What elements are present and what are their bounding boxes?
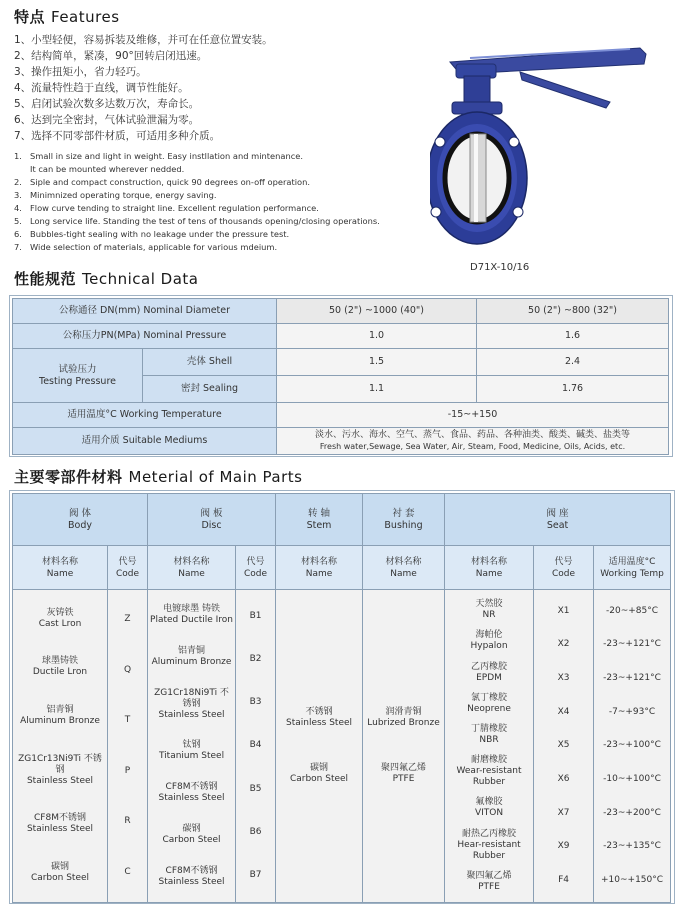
seat-material-en: PTFE (478, 881, 500, 892)
body-material-cn: CF8M不锈钢 (34, 813, 86, 824)
stem-material-en: Stainless Steel (285, 718, 353, 728)
group-seat-en: Seat (546, 519, 569, 531)
disc-material-cn: 碳钢 (182, 823, 201, 834)
disc-material-cn: ZG1Cr18Ni9Ti 不锈钢 (154, 687, 229, 709)
disc-material (150, 740, 233, 762)
sub-header-row (13, 546, 671, 590)
disc-material-en: Stainless Steel (158, 709, 225, 720)
disc-material-en: Plated Ductile Iron (150, 615, 233, 626)
disc-name-header (148, 546, 236, 590)
disc-material-en: Stainless Steel (158, 876, 225, 887)
body-material (15, 705, 105, 727)
disc-code-cn: 代号 (246, 556, 265, 567)
feature-en-num: 1. (14, 151, 22, 161)
seat-material-en: EPDM (476, 672, 502, 683)
nominal-diameter-v1: 50 (2") ~1000 (40") (277, 299, 477, 324)
body-code: T (124, 715, 131, 726)
feature-cn-item: 1、小型轻便，容易拆装及维修，并可在任意位置安装。 (14, 34, 273, 46)
seat-code-header (534, 546, 594, 590)
disc-code: B7 (249, 870, 262, 881)
seat-material-en: Neoprene (467, 703, 511, 714)
disc-code: B4 (249, 740, 262, 751)
disc-code: B3 (249, 697, 262, 708)
disc-material (150, 646, 233, 668)
disc-material-en: Titanium Steel (158, 751, 225, 762)
body-names-cell (13, 590, 108, 903)
seat-code: X9 (557, 841, 570, 852)
body-material-cn: 碳钢 (50, 862, 69, 873)
body-codes-cell (108, 590, 148, 903)
feature-en-num: 4. (14, 203, 22, 213)
temperature-label: 适用温度°C Working Temperature (13, 403, 277, 428)
seat-code: F4 (558, 875, 569, 886)
disc-code: B6 (249, 827, 262, 838)
seat-temp: +10~+150°C (601, 875, 664, 886)
feature-en-num: 2. (14, 177, 22, 187)
group-stem (276, 494, 363, 546)
group-stem-en: Stem (306, 519, 332, 531)
group-bushing-en: Bushing (384, 519, 423, 531)
mediums-en: Fresh water,Sewage, Sea Water, Air, Steam, Food, Medicine, Oils, Acids, etc. (319, 442, 626, 451)
shell-v1: 1.5 (277, 349, 477, 376)
features-title (14, 6, 120, 27)
seat-code: X1 (557, 605, 570, 616)
seat-temp: -23~+100°C (603, 740, 661, 751)
feature-en-num: 5. (14, 216, 22, 226)
parts-title-cn: 主要零部件材料 (14, 468, 123, 486)
feature-en-text: Flow curve tending to straight line. Excellent regulation performance. (30, 203, 319, 213)
seat-material-cn: 海帕伦 (475, 630, 503, 641)
main-parts-table (12, 493, 671, 903)
seat-temp: -10~+100°C (603, 774, 661, 785)
parts-body-row (13, 590, 671, 903)
body-material-en: Stainless Steel (26, 775, 94, 786)
stem-material-en: Carbon Steel (289, 774, 349, 784)
body-material-en: Carbon Steel (30, 873, 90, 884)
seat-temps-cell (594, 590, 671, 903)
feature-en-text: Bubbles-tight sealing with no leakage under the pressure test. (30, 229, 290, 239)
body-material-en: Ductile Lron (32, 667, 88, 678)
body-material-en: Stainless Steel (26, 824, 94, 835)
shell-label: 壳体 Shell (143, 349, 277, 376)
seat-material-cn: 丁腈橡胶 (471, 723, 508, 734)
group-header-row (13, 494, 671, 546)
tech-title-cn: 性能规范 (14, 270, 77, 288)
seat-material-cn: 氟橡胶 (475, 797, 503, 808)
tech-title (14, 268, 198, 289)
disc-material-cn: 铝青铜 (178, 646, 206, 657)
seat-temp: -23~+200°C (603, 807, 661, 818)
seat-code-en: Code (551, 568, 576, 579)
bushing-name-header (363, 546, 445, 590)
seat-code: X7 (557, 807, 570, 818)
body-code: R (124, 816, 131, 827)
body-code-header (108, 546, 148, 590)
disc-material-cn: 钛钢 (182, 740, 201, 751)
nominal-diameter-label: 公称通径 DN(mm) Nominal Diameter (13, 299, 277, 324)
disc-material (150, 824, 233, 846)
mediums-cn: 淡水、污水、海水、空气、蒸气、食品、药品、各种油类、酸类、碱类、盐类等 (315, 430, 631, 440)
body-material (15, 608, 105, 630)
seat-material (447, 724, 531, 746)
feature-en-item (14, 150, 380, 163)
disc-name-cn: 材料名称 (173, 556, 210, 567)
group-bushing (363, 494, 445, 546)
bushing-material-cn: 润滑青铜 (385, 707, 422, 717)
body-code: P (124, 765, 131, 776)
seat-name-cn: 材料名称 (471, 556, 508, 567)
features-title-en: Features (51, 8, 120, 26)
feature-en-text: Small in size and light in weight. Easy instllation and mintenance. (30, 151, 304, 161)
group-disc-en: Disc (201, 519, 222, 531)
body-code-en: Code (115, 568, 140, 579)
bushing-material (365, 763, 442, 785)
seat-names-cell (445, 590, 534, 903)
parts-title-en: Meterial of Main Parts (128, 468, 303, 486)
seat-material (447, 797, 531, 819)
parts-title (14, 466, 303, 487)
seat-temp: -23~+121°C (603, 673, 661, 684)
disc-material-cn: CF8M不锈钢 (165, 865, 218, 876)
feature-en-item (14, 241, 380, 254)
seat-material-en: Wear-resistant Rubber (456, 766, 522, 788)
disc-material-en: Aluminum Bronze (151, 657, 232, 668)
row-nominal-pressure (13, 324, 669, 349)
group-disc (148, 494, 276, 546)
feature-en-text: Minimnized operating torque, energy saving. (30, 190, 217, 200)
seat-material-en: NBR (479, 734, 499, 745)
sealing-v2: 1.76 (477, 376, 669, 403)
feature-en-text: Long service life. Standing the test of tens of thousands opening/closing operations. (30, 216, 380, 226)
seat-code: X3 (557, 673, 570, 684)
body-material-en: Aluminum Bronze (20, 716, 100, 727)
seat-material-en: NR (482, 610, 496, 621)
body-material-cn: 灰铸铁 (46, 607, 74, 618)
testing-pressure-en: Testing Pressure (39, 375, 116, 387)
body-material (15, 754, 105, 787)
seat-codes-cell (534, 590, 594, 903)
disc-material-en: Stainless Steel (158, 793, 225, 804)
testing-pressure-cn: 试验压力 (58, 363, 97, 375)
disc-material (150, 782, 233, 804)
disc-code: B1 (249, 610, 262, 621)
body-material-cn: 铝青铜 (46, 705, 74, 716)
shell-v2: 2.4 (477, 349, 669, 376)
seat-code: X2 (557, 639, 570, 650)
disc-code-header (236, 546, 276, 590)
row-shell (13, 349, 669, 376)
body-code: Z (124, 614, 131, 625)
body-material-cn: ZG1Cr13Ni9Ti 不锈钢 (18, 753, 102, 775)
seat-material (447, 871, 531, 893)
disc-names-cell (148, 590, 236, 903)
feature-cn-item: 6、达到完全密封，气体试验泄漏为零。 (14, 114, 200, 126)
disc-material (150, 688, 233, 721)
technical-data-table (12, 298, 669, 455)
nominal-pressure-v1: 1.0 (277, 324, 477, 349)
seat-material (447, 630, 531, 652)
row-temperature (13, 403, 669, 428)
nominal-pressure-label: 公称压力PN(MPa) Nominal Pressure (13, 324, 277, 349)
bushing-cell (363, 590, 445, 903)
disc-material (150, 604, 233, 626)
seat-temp-header (594, 546, 671, 590)
seat-temp: -20~+85°C (606, 605, 659, 616)
features-title-cn: 特点 (14, 8, 46, 26)
body-code: Q (123, 664, 132, 675)
body-material (15, 862, 105, 884)
disc-material-cn: 电镀球墨 铸铁 (163, 604, 220, 615)
bushing-name-cn: 材料名称 (385, 556, 422, 567)
features-cn-list (14, 32, 273, 144)
row-mediums (13, 428, 669, 455)
stem-material-cn: 不锈钢 (305, 707, 333, 717)
body-material (15, 813, 105, 835)
seat-material-cn: 耐热乙丙橡胶 (462, 828, 517, 839)
feature-en-item (14, 163, 380, 176)
bushing-material-en: Lubrized Bronze (367, 718, 440, 728)
seat-material-cn: 耐磨橡胶 (471, 755, 508, 766)
bushing-material-en: PTFE (392, 774, 415, 784)
butterfly-valve-illustration (430, 42, 666, 252)
disc-code: B2 (249, 653, 262, 664)
nominal-diameter-v2: 50 (2") ~800 (32") (477, 299, 669, 324)
feature-en-item (14, 202, 380, 215)
nominal-pressure-v2: 1.6 (477, 324, 669, 349)
sealing-v1: 1.1 (277, 376, 477, 403)
seat-name-header (445, 546, 534, 590)
stem-material (278, 763, 360, 785)
seat-temp: -7~+93°C (608, 706, 656, 717)
feature-cn-item: 7、选择不同零部件材质，可适用多种介质。 (14, 130, 221, 142)
group-stem-cn: 转 轴 (308, 507, 331, 519)
feature-en-item (14, 189, 380, 202)
seat-temp-cn: 适用温度°C (608, 556, 656, 567)
mediums-label: 适用介质 Suitable Mediums (13, 428, 277, 455)
body-material-en: Cast Lron (38, 618, 82, 629)
group-body (13, 494, 148, 546)
seat-temp-en: Working Temp (600, 568, 664, 579)
body-code-cn: 代号 (118, 556, 137, 567)
disc-codes-cell (236, 590, 276, 903)
seat-code: X6 (557, 774, 570, 785)
group-seat-cn: 阀 座 (546, 507, 569, 519)
feature-en-num: 7. (14, 242, 22, 252)
body-code: C (124, 866, 131, 877)
feature-en-text: Wide selection of materials, applicable for various mdeium. (30, 242, 278, 252)
feature-en-num: 3. (14, 190, 22, 200)
feature-en-item (14, 228, 380, 241)
seat-material (447, 662, 531, 684)
seat-material-cn: 天然胶 (475, 599, 503, 610)
stem-name-header (276, 546, 363, 590)
seat-code: X5 (557, 740, 570, 751)
body-material (15, 656, 105, 678)
body-name-header (13, 546, 108, 590)
valve-model-label: D71X-10/16 (470, 262, 530, 273)
group-seat (445, 494, 671, 546)
stem-material-cn: 碳钢 (310, 763, 329, 773)
group-disc-cn: 阀 板 (200, 507, 223, 519)
seat-material (447, 693, 531, 715)
disc-material-cn: CF8M不锈钢 (165, 782, 218, 793)
bushing-material-cn: 聚四氟乙烯 (381, 763, 427, 773)
disc-material (150, 866, 233, 888)
seat-material (447, 599, 531, 621)
feature-cn-item: 2、结构简单，紧凑，90°回转启闭迅速。 (14, 50, 208, 62)
feature-cn-item: 5、启闭试验次数多达数万次，寿命长。 (14, 98, 200, 110)
bushing-name-en: Name (390, 568, 417, 579)
seat-code-cn: 代号 (554, 556, 573, 567)
group-bushing-cn: 衬 套 (392, 507, 415, 519)
feature-en-num: 6. (14, 229, 22, 239)
disc-code-en: Code (243, 568, 268, 579)
seat-code: X4 (557, 706, 570, 717)
tech-title-en: Technical Data (82, 270, 199, 288)
sealing-label: 密封 Sealing (143, 376, 277, 403)
testing-pressure-label (13, 349, 143, 403)
group-body-en: Body (68, 519, 92, 531)
seat-material (447, 755, 531, 788)
seat-material-cn: 乙丙橡胶 (471, 661, 508, 672)
feature-cn-item: 3、操作扭矩小，省力轻巧。 (14, 66, 147, 78)
seat-material-cn: 聚四氟乙烯 (466, 870, 512, 881)
feature-en-text: It can be mounted wherever nedded. (30, 164, 185, 174)
seat-temp: -23~+121°C (603, 639, 661, 650)
feature-cn-item: 4、流量特性趋于直线，调节性能好。 (14, 82, 189, 94)
seat-material-cn: 氯丁橡胶 (471, 692, 508, 703)
body-name-cn: 材料名称 (41, 556, 78, 567)
seat-temp: -23~+135°C (603, 841, 661, 852)
body-name-en: Name (46, 568, 74, 579)
seat-material-en: Hypalon (470, 641, 508, 652)
bushing-material (365, 707, 442, 729)
seat-material-en: Hear-resistant Rubber (457, 839, 521, 861)
disc-name-en: Name (178, 568, 205, 579)
stem-cell (276, 590, 363, 903)
body-material-cn: 球墨铸铁 (41, 656, 78, 667)
feature-en-item (14, 215, 380, 228)
row-nominal-diameter (13, 299, 669, 324)
seat-material-en: VITON (474, 808, 504, 819)
disc-material-en: Carbon Steel (162, 834, 221, 845)
feature-en-item (14, 176, 380, 189)
stem-material (278, 707, 360, 729)
stem-name-cn: 材料名称 (301, 556, 338, 567)
mediums-value (277, 428, 669, 455)
features-en-list (14, 150, 380, 254)
stem-name-en: Name (305, 568, 333, 579)
feature-en-text: Siple and compact construction, quick 90 degrees on-off operation. (30, 177, 310, 187)
disc-code: B5 (249, 783, 262, 794)
seat-name-en: Name (475, 568, 503, 579)
temperature-value: -15~+150 (277, 403, 669, 428)
group-body-cn: 阀 体 (68, 507, 92, 519)
seat-material (447, 829, 531, 862)
